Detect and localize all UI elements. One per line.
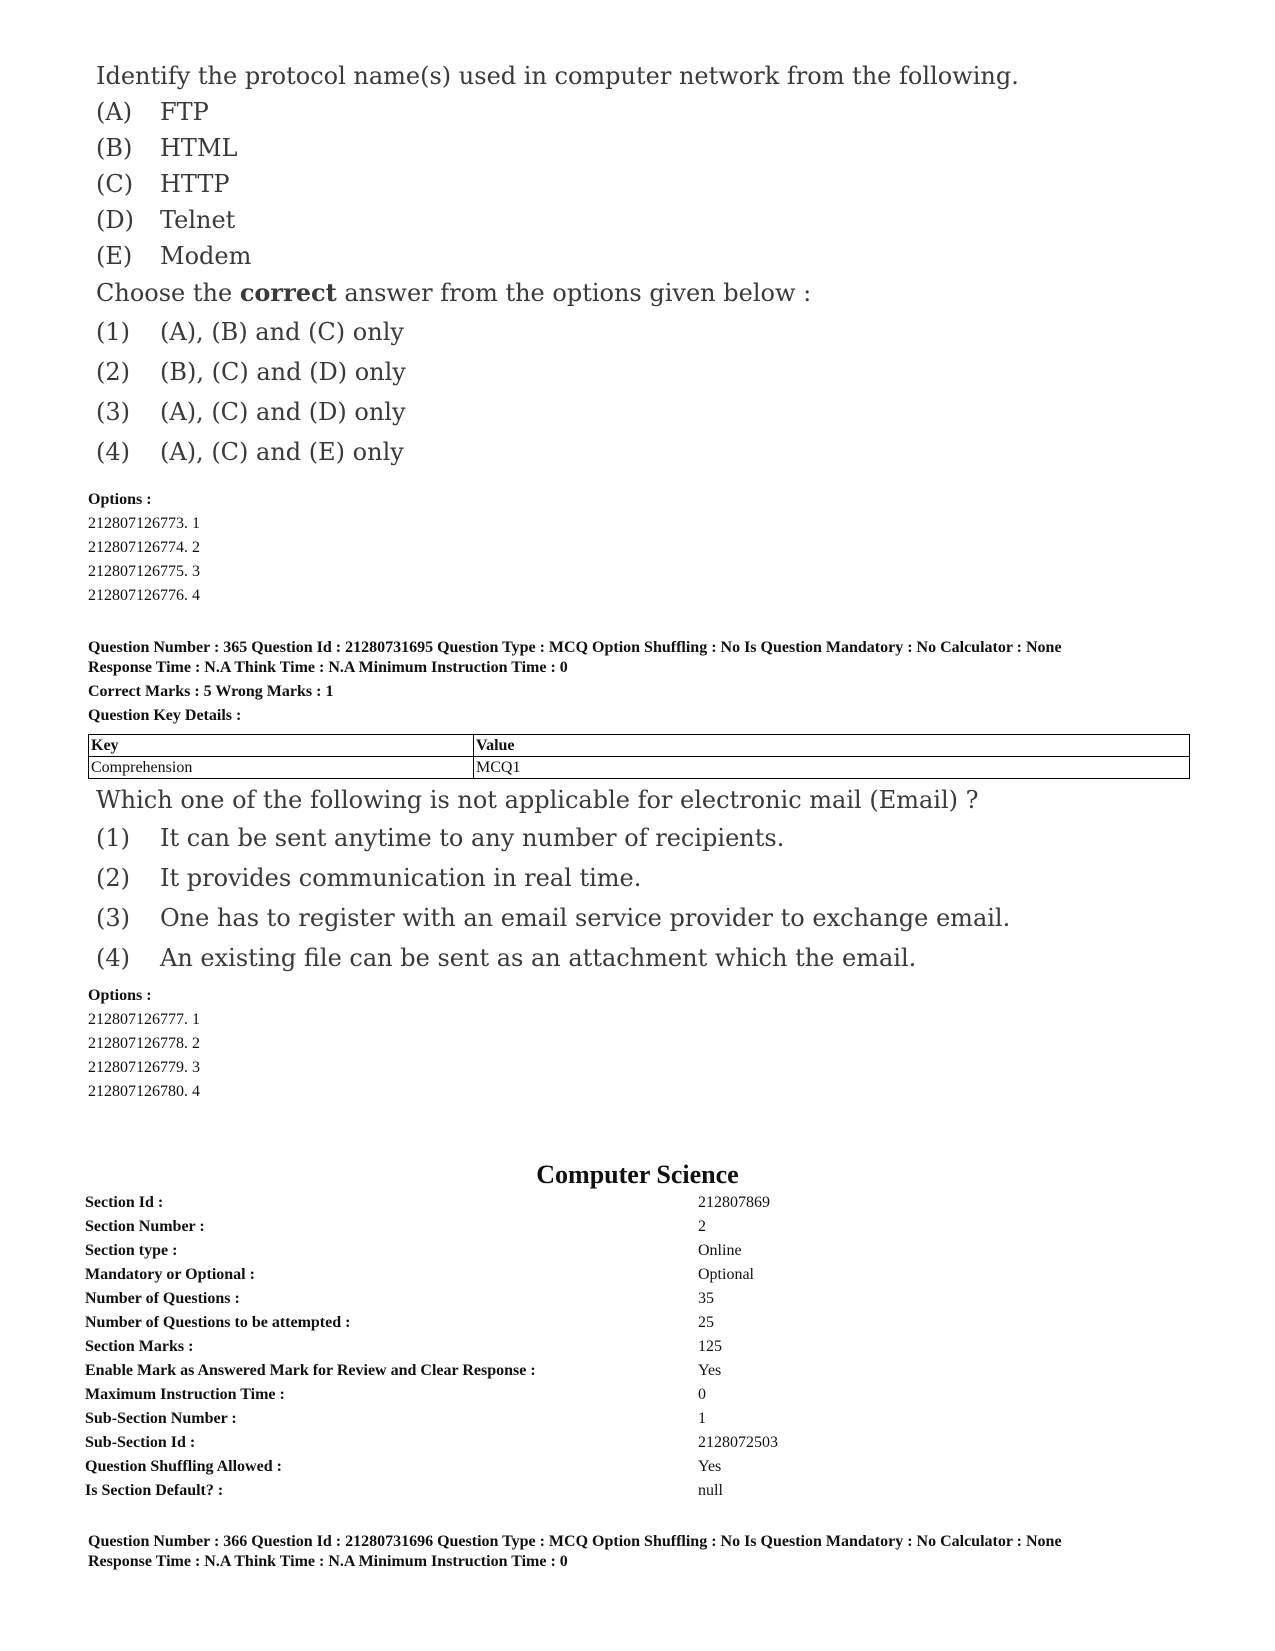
q1-choice-text: (A), (C) and (E) only: [160, 438, 404, 466]
q366-header: [88, 1532, 1062, 1572]
section-info-row: [85, 1359, 1185, 1383]
info-value: 35: [698, 1290, 714, 1307]
section-info-row: [85, 1335, 1185, 1359]
q1-item-label: (C): [96, 170, 134, 198]
q365-options-list: [88, 1008, 200, 1104]
q1-item-label: (D): [96, 206, 134, 234]
q366-header-line2: Response Time : N.A Think Time : N.A Minimum Instruction Time : 0: [88, 1553, 568, 1570]
q1-item: [96, 134, 237, 162]
info-value: 2128072503: [698, 1434, 778, 1451]
table-cell-key: Comprehension: [89, 757, 474, 779]
q365-choice: [96, 944, 916, 972]
info-key: Question Shuffling Allowed :: [85, 1458, 282, 1475]
section-info-row: [85, 1407, 1185, 1431]
q366-header-line1: Question Number : 366 Question Id : 21280731696 Question Type : MCQ Option Shuffling : No Is Question Mandatory : No Calculator : None: [88, 1533, 1062, 1550]
q1-item-label: (E): [96, 242, 133, 270]
q1-choice-label: (1): [96, 318, 130, 346]
q365-choice-label: (4): [96, 944, 130, 972]
info-value: 0: [698, 1386, 706, 1403]
info-key: Section Marks :: [85, 1338, 194, 1355]
q1-item: [96, 206, 235, 234]
section-info-row: [85, 1383, 1185, 1407]
info-value: Yes: [698, 1362, 722, 1379]
q1-item-text: Modem: [160, 242, 252, 270]
section-info-row: [85, 1263, 1185, 1287]
q365-choice: [96, 864, 641, 892]
info-value: Online: [698, 1242, 742, 1259]
q1-choice: [96, 398, 406, 426]
section-info-row: [85, 1191, 1185, 1215]
table-header-key: Key: [89, 735, 474, 757]
option-id: 212807126779. 3: [88, 1059, 200, 1076]
q365-choice-label: (1): [96, 824, 130, 852]
section-info-row: [85, 1431, 1185, 1455]
table-header-row: [89, 735, 1190, 757]
section-info-row: [85, 1215, 1185, 1239]
q1-choice-label: (2): [96, 358, 130, 386]
section-info-row: [85, 1239, 1185, 1263]
q365-header: [88, 638, 1062, 726]
q1-options-list: [88, 512, 200, 608]
option-id: 212807126777. 1: [88, 1011, 200, 1028]
q1-choice: [96, 318, 404, 346]
info-key: Mandatory or Optional :: [85, 1266, 255, 1283]
q1-choice-label: (4): [96, 438, 130, 466]
option-id: 212807126774. 2: [88, 539, 200, 556]
q1-choose-post: answer from the options given below :: [336, 279, 812, 307]
q365-choice-text: One has to register with an email service provider to exchange email.: [160, 904, 1011, 932]
q365-options-heading: Options :: [88, 987, 152, 1004]
info-key: Section Id :: [85, 1194, 164, 1211]
info-value: Optional: [698, 1266, 754, 1283]
info-key: Enable Mark as Answered Mark for Review and Clear Response :: [85, 1362, 536, 1379]
q365-choice-text: An existing file can be sent as an attachment which the email.: [160, 944, 917, 972]
q1-stem: Identify the protocol name(s) used in computer network from the following.: [96, 62, 1019, 90]
option-id: 212807126775. 3: [88, 563, 200, 580]
q1-choose-bold: correct: [239, 278, 337, 307]
q1-choice-text: (A), (B) and (C) only: [160, 318, 404, 346]
q1-choose-instruction: [96, 278, 811, 307]
q1-item-text: HTTP: [160, 170, 230, 198]
q365-stem: Which one of the following is not applicable for electronic mail (Email) ?: [96, 786, 979, 814]
info-value: 212807869: [698, 1194, 770, 1211]
q365-choice: [96, 824, 784, 852]
info-value: 2: [698, 1218, 706, 1235]
q1-item: [96, 170, 230, 198]
info-key: Section Number :: [85, 1218, 205, 1235]
info-key: Maximum Instruction Time :: [85, 1386, 285, 1403]
info-value: 25: [698, 1314, 714, 1331]
q1-choice-label: (3): [96, 398, 130, 426]
info-value: Yes: [698, 1458, 722, 1475]
q365-choice-text: It provides communication in real time.: [160, 864, 642, 892]
q1-item-text: Telnet: [160, 206, 236, 234]
q365-choice-text: It can be sent anytime to any number of recipients.: [160, 824, 785, 852]
q1-choice-text: (A), (C) and (D) only: [160, 398, 406, 426]
q1-choice: [96, 438, 404, 466]
info-key: Sub-Section Number :: [85, 1410, 237, 1427]
option-id: 212807126773. 1: [88, 515, 200, 532]
info-key: Number of Questions to be attempted :: [85, 1314, 351, 1331]
table-header-value: Value: [474, 735, 1190, 757]
section-info-row: [85, 1455, 1185, 1479]
q1-item: [96, 242, 251, 270]
section-info-row: [85, 1287, 1185, 1311]
info-key: Sub-Section Id :: [85, 1434, 196, 1451]
option-id: 212807126776. 4: [88, 587, 200, 604]
table-row: [89, 757, 1190, 779]
section-title: Computer Science: [536, 1160, 739, 1189]
question-key-table: [88, 734, 1190, 779]
section-info-row: [85, 1311, 1185, 1335]
info-value: null: [698, 1482, 723, 1499]
q365-header-line1: Question Number : 365 Question Id : 21280731695 Question Type : MCQ Option Shuffling : No Is Question Mandatory : No Calculator : None: [88, 639, 1062, 656]
q1-choose-pre: Choose the: [96, 279, 240, 307]
q1-choice-text: (B), (C) and (D) only: [160, 358, 406, 386]
q1-item-label: (A): [96, 98, 133, 126]
q1-item-label: (B): [96, 134, 133, 162]
info-value: 1: [698, 1410, 706, 1427]
q365-choice: [96, 904, 1010, 932]
info-value: 125: [698, 1338, 722, 1355]
q365-choice-label: (3): [96, 904, 130, 932]
q1-item: [96, 98, 209, 126]
q1-choice: [96, 358, 406, 386]
info-key: Is Section Default? :: [85, 1482, 224, 1499]
q1-options-heading: Options :: [88, 491, 152, 508]
q1-item-text: FTP: [160, 98, 209, 126]
q365-header-line2: Response Time : N.A Think Time : N.A Minimum Instruction Time : 0: [88, 659, 568, 676]
q365-key-details: Question Key Details :: [88, 707, 242, 724]
q365-marks: Correct Marks : 5 Wrong Marks : 1: [88, 683, 334, 700]
q1-item-text: HTML: [160, 134, 238, 162]
option-id: 212807126778. 2: [88, 1035, 200, 1052]
table-cell-value: MCQ1: [474, 757, 1190, 779]
q365-choice-label: (2): [96, 864, 130, 892]
option-id: 212807126780. 4: [88, 1083, 200, 1100]
section-info-row: [85, 1479, 1185, 1503]
info-key: Section type :: [85, 1242, 178, 1259]
info-key: Number of Questions :: [85, 1290, 240, 1307]
